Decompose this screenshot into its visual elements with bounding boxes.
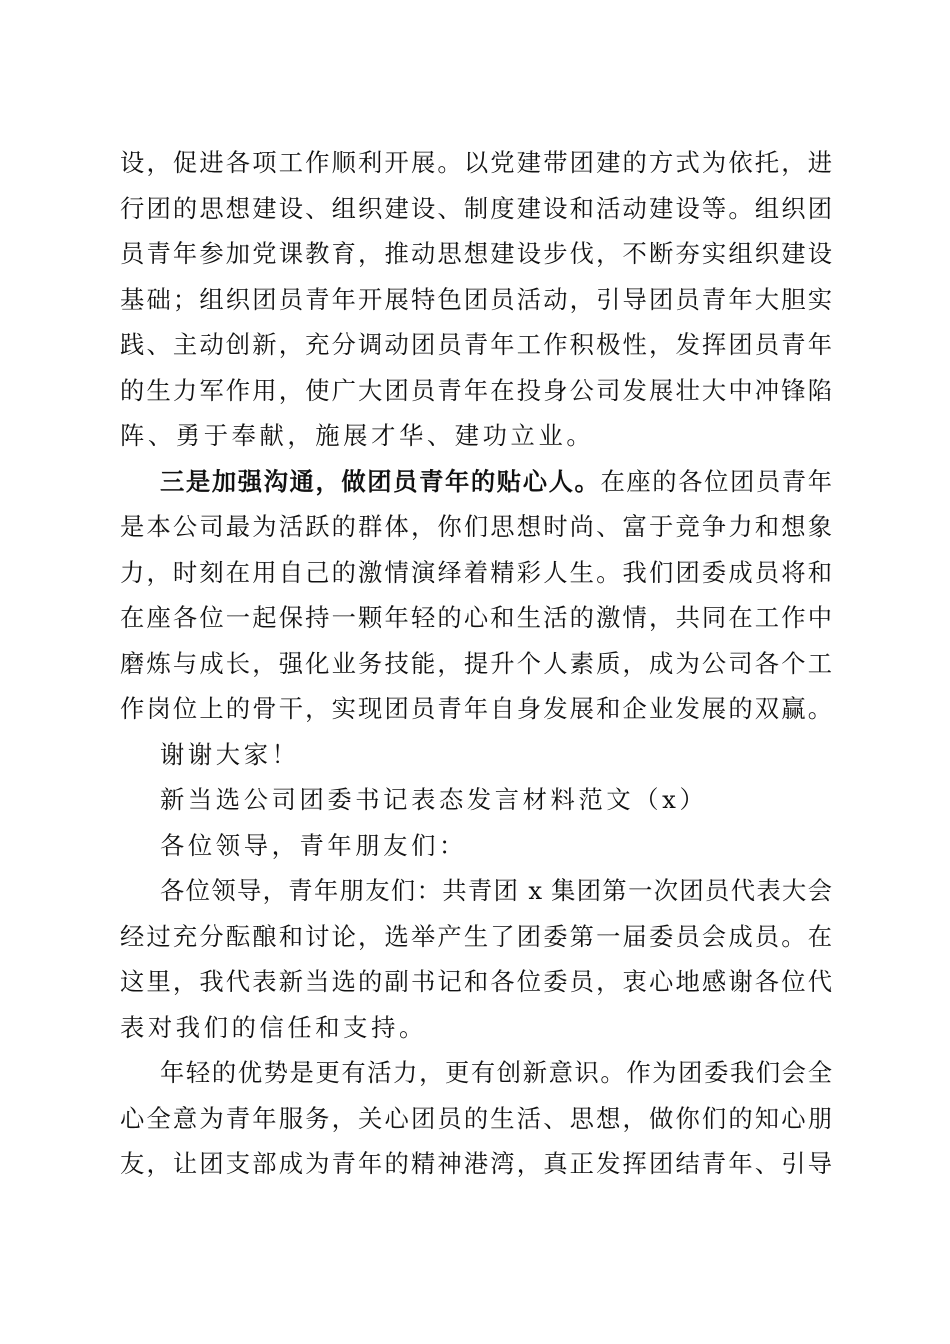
paragraph-line: 友，让团支部成为青年的精神港湾，真正发挥团结青年、引导 — [120, 1149, 832, 1178]
paragraph-line: 力，时刻在用自己的激情演绎着精彩人生。我们团委成员将和 — [120, 557, 832, 587]
paragraph-line: 阵、勇于奉献，施展才华、建功立业。 — [120, 421, 595, 450]
paragraph-line: 作岗位上的骨干，实现团员青年自身发展和企业发展的双赢。 — [120, 694, 832, 723]
paragraph-line: 的生力军作用，使广大团员青年在投身公司发展壮大中冲锋陷 — [120, 375, 832, 405]
paragraph-line: 设，促进各项工作顺利开展。以党建带团建的方式为依托，进 — [120, 148, 832, 177]
emphasis-heading: 三是加强沟通，做团员青年的贴心人。 — [160, 466, 601, 496]
paragraph-line: 行团的思想建设、组织建设、制度建设和活动建设等。组织团 — [120, 193, 832, 223]
section-title: 新当选公司团委书记表态发言材料范文（x） — [160, 785, 708, 814]
paragraph-line: 心全意为青年服务，关心团员的生活、思想，做你们的知心朋 — [120, 1103, 832, 1133]
paragraph-text: 在座的各位团员青年 — [600, 466, 832, 496]
paragraph-line: 践、主动创新，充分调动团员青年工作积极性，发挥团员青年 — [120, 330, 832, 359]
closing-line: 谢谢大家！ — [160, 739, 300, 769]
paragraph-line: 年轻的优势是更有活力，更有创新意识。作为团委我们会全 — [160, 1058, 832, 1087]
paragraph-line: 员青年参加党课教育，推动思想建设步伐，不断夯实组织建设 — [120, 239, 832, 268]
paragraph-line: 在座各位一起保持一颗年轻的心和生活的激情，共同在工作中 — [120, 603, 832, 632]
paragraph-line: 各位领导，青年朋友们：共青团 x 集团第一次团员代表大会 — [160, 876, 832, 905]
paragraph-line: 表对我们的信任和支持。 — [120, 1012, 427, 1042]
salutation: 各位领导，青年朋友们： — [160, 830, 467, 860]
paragraph-line: 这里，我代表新当选的副书记和各位委员，衷心地感谢各位代 — [120, 967, 832, 996]
paragraph-line: 磨炼与成长，强化业务技能，提升个人素质，成为公司各个工 — [120, 648, 832, 678]
paragraph-line: 是本公司最为活跃的群体，你们思想时尚、富于竞争力和想象 — [120, 512, 832, 541]
paragraph-line: 经过充分酝酿和讨论，选举产生了团委第一届委员会成员。在 — [120, 921, 832, 951]
paragraph-line — [120, 459, 832, 505]
paragraph-line: 基础；组织团员青年开展特色团员活动，引导团员青年大胆实 — [120, 284, 832, 314]
document-page — [120, 140, 832, 1187]
